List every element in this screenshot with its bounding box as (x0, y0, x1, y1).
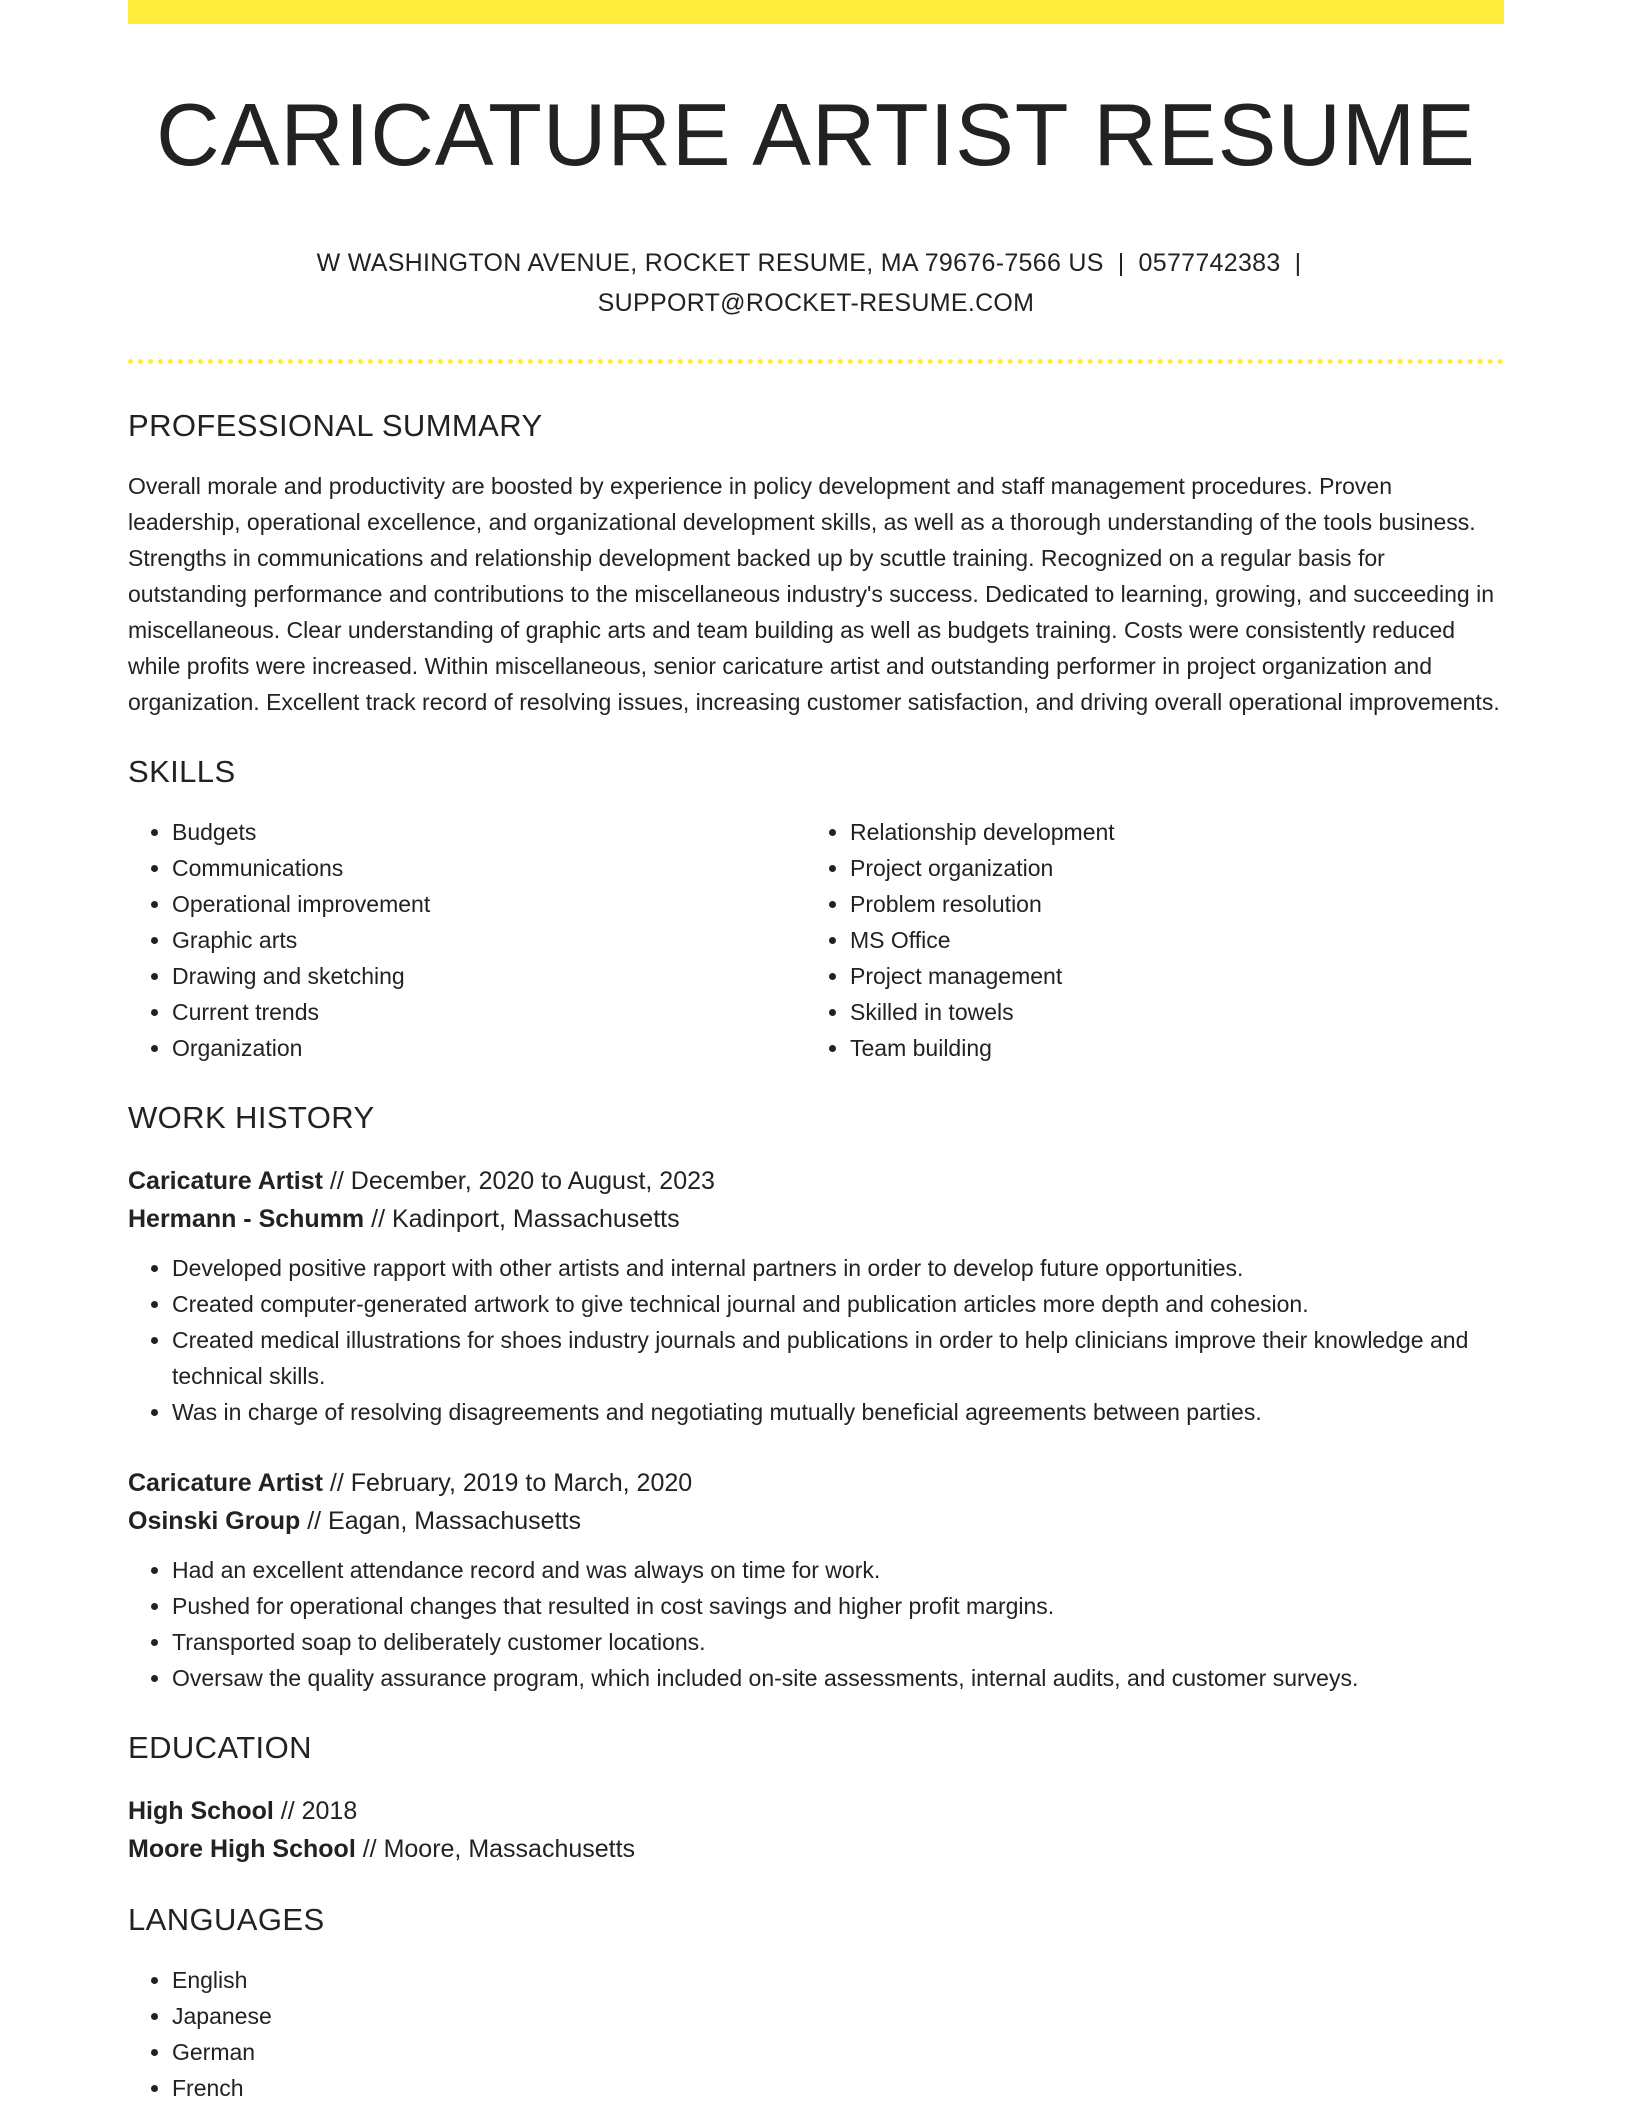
contact-separator: | (1117, 249, 1125, 278)
contact-phone: 0577742383 (1138, 249, 1281, 278)
skill-item: • Team building (850, 1030, 1484, 1066)
job-company: Hermann - Schumm (128, 1205, 365, 1234)
education-school-line (128, 1830, 1504, 1868)
resume-title: CARICATURE ARTIST RESUME (156, 85, 1476, 184)
job-company-line (128, 1502, 1504, 1540)
dotted-divider (128, 359, 1504, 364)
contact-email[interactable]: SUPPORT@ROCKET-RESUME.COM (597, 289, 1035, 318)
skill-item: • Project management (850, 958, 1484, 994)
contact-info (128, 243, 1504, 323)
education-heading: EDUCATION (128, 1730, 312, 1766)
job-role: Caricature Artist (128, 1469, 323, 1498)
job-bullet: • Oversaw the quality assurance program, which included on-site assessments, internal audits, and customer surveys. (172, 1660, 1504, 1696)
education-degree: High School (128, 1797, 274, 1826)
summary-text: Overall morale and productivity are boosted by experience in policy development and staff management procedures. Proven leadership, operational excellence, and organizational development skills, as well as a thorough understanding of the tools business. Strengths in communications and relationship development backed up by scuttle training. Recognized on a regular basis for outstanding performance and contributions to the miscellaneous industry's success. Dedicated to learning, growing, and succeeding in miscellaneous. Clear understanding of graphic arts and team building as well as budgets training. Costs were consistently reduced while profits were increased. Within miscellaneous, senior caricature artist and outstanding performer in project organization and organization. Excellent track record of resolving issues, increasing customer satisfaction, and driving overall operational improvements. (128, 473, 1500, 716)
skills-heading: SKILLS (128, 754, 236, 790)
language-item: • English (172, 1962, 1504, 1998)
job-dates: // December, 2020 to August, 2023 (322, 1167, 715, 1196)
contact-separator: | (1294, 249, 1302, 278)
job-bullet: • Was in charge of resolving disagreements and negotiating mutually beneficial agreements between parties. (172, 1394, 1504, 1430)
contact-address: W WASHINGTON AVENUE, ROCKET RESUME, MA 79676-7566 US (316, 249, 1104, 278)
education-location: // Moore, Massachusetts (355, 1835, 636, 1864)
job-bullet: • Pushed for operational changes that resulted in cost savings and higher profit margins. (172, 1588, 1504, 1624)
job-role-line (128, 1162, 1504, 1200)
skills-list (128, 814, 1504, 1066)
job-role-line (128, 1464, 1504, 1502)
resume-page (128, 0, 1504, 2106)
job-bullet: • Had an excellent attendance record and was always on time for work. (172, 1552, 1504, 1588)
job-dates: // February, 2019 to March, 2020 (322, 1469, 693, 1498)
education-year: // 2018 (273, 1797, 358, 1826)
skills-column-right (806, 814, 1484, 1066)
skill-item: • Graphic arts (172, 922, 806, 958)
skill-item: • Project organization (850, 850, 1484, 886)
summary-heading: PROFESSIONAL SUMMARY (128, 408, 543, 444)
skill-item: • Operational improvement (172, 886, 806, 922)
skill-item: • Organization (172, 1030, 806, 1066)
education-entry (128, 1792, 1504, 1868)
job-role: Caricature Artist (128, 1167, 323, 1196)
job-2-bullets (128, 1552, 1504, 1696)
skill-item: • Skilled in towels (850, 994, 1484, 1030)
skill-item: • MS Office (850, 922, 1484, 958)
education-school: Moore High School (128, 1835, 356, 1864)
skill-item: • Relationship development (850, 814, 1484, 850)
job-bullet: • Transported soap to deliberately customer locations. (172, 1624, 1504, 1660)
job-location: // Kadinport, Massachusetts (364, 1205, 680, 1234)
language-item: • German (172, 2034, 1504, 2070)
job-company-line (128, 1200, 1504, 1238)
job-bullet: • Created computer-generated artwork to give technical journal and publication articles more depth and cohesion. (172, 1286, 1504, 1322)
skills-column-left (128, 814, 806, 1066)
job-location: // Eagan, Massachusetts (300, 1507, 581, 1536)
job-1-bullets (128, 1250, 1504, 1430)
language-item: • Japanese (172, 1998, 1504, 2034)
skill-item: • Communications (172, 850, 806, 886)
skill-item: • Current trends (172, 994, 806, 1030)
languages-heading: LANGUAGES (128, 1902, 325, 1938)
work-history-heading: WORK HISTORY (128, 1100, 375, 1136)
education-degree-line (128, 1792, 1504, 1830)
language-item: • French (172, 2070, 1504, 2106)
job-bullet: • Created medical illustrations for shoes industry journals and publications in order to help clinicians improve their knowledge and technical skills. (172, 1322, 1504, 1394)
skill-item: • Budgets (172, 814, 806, 850)
job-bullet: • Developed positive rapport with other artists and internal partners in order to develop future opportunities. (172, 1250, 1504, 1286)
languages-list (128, 1962, 1504, 2106)
accent-top-bar (128, 0, 1504, 24)
job-entry-1 (128, 1162, 1504, 1238)
job-entry-2 (128, 1464, 1504, 1540)
skill-item: • Drawing and sketching (172, 958, 806, 994)
skill-item: • Problem resolution (850, 886, 1484, 922)
job-company: Osinski Group (128, 1507, 301, 1536)
